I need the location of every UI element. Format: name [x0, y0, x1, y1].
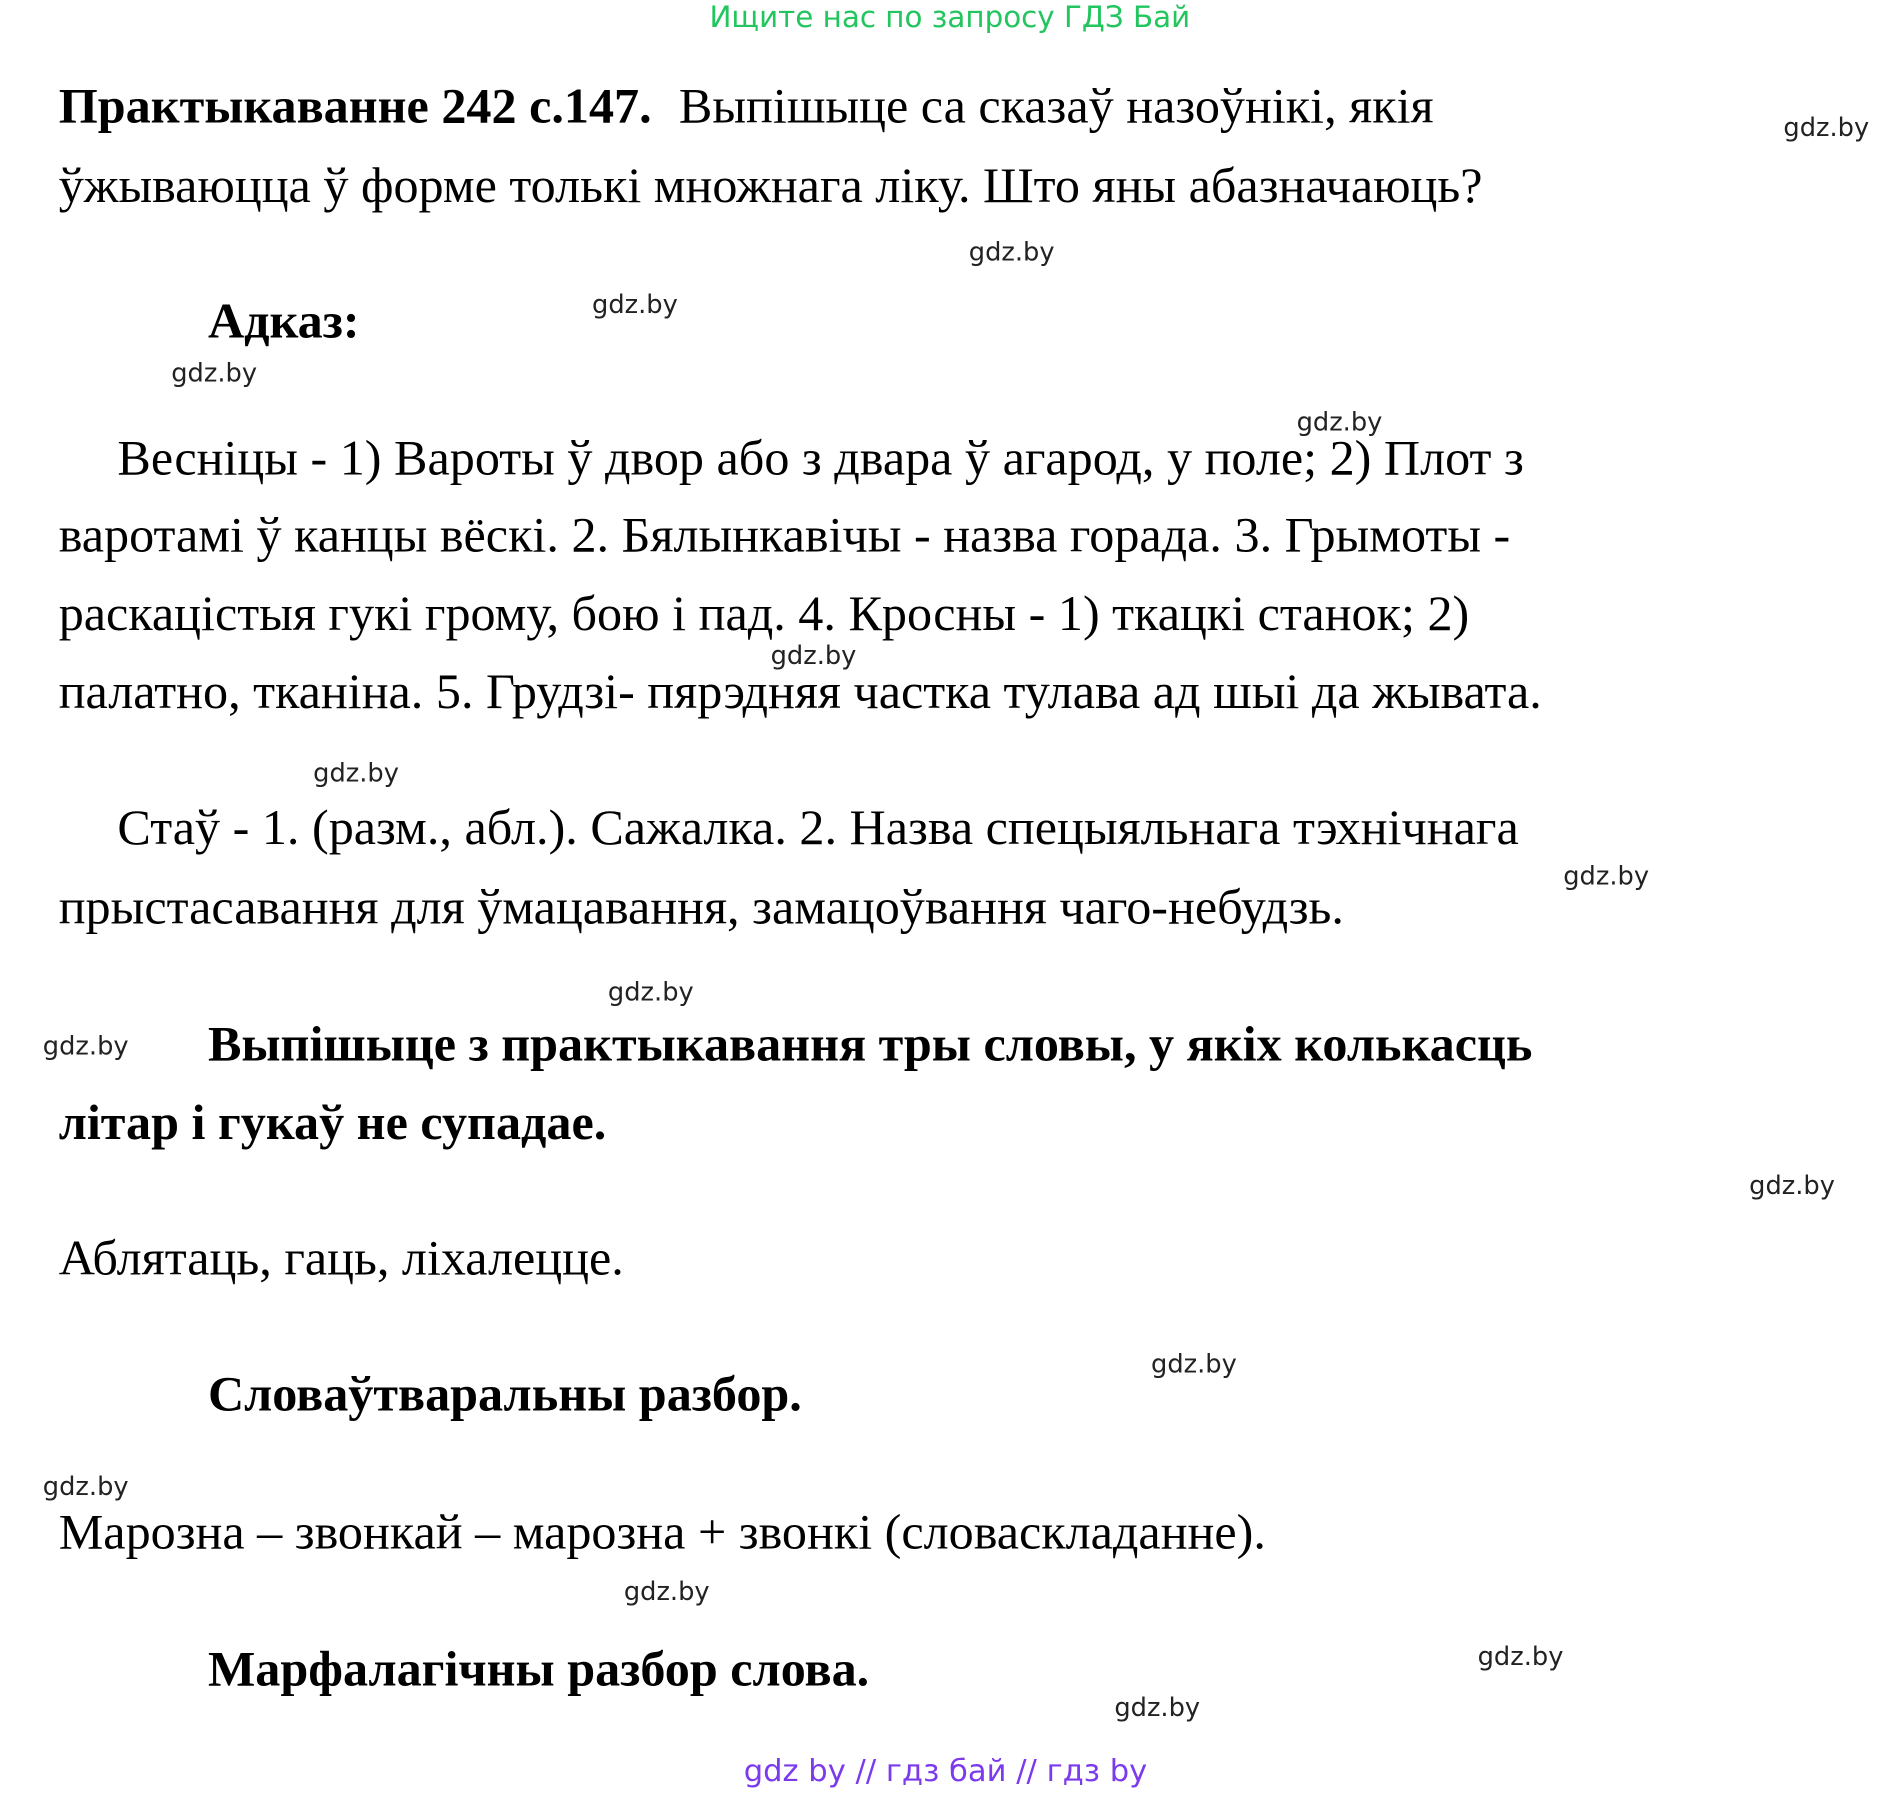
word-formation-heading: Словаўтваральны разбор.: [207, 1365, 802, 1422]
answer-p2-line-2: прыстасавання для ўмацавання, замацоўвання чаго-небудзь.: [58, 878, 1344, 935]
answer-p1-line-2: варотамі ў канцы вёскі. 2. Бялынкавічы - назва горада. 3. Грымоты -: [58, 506, 1511, 563]
watermark: gdz.by: [1563, 861, 1650, 891]
answer-p1-line-1: Весніцы - 1) Вароты ў двор або з двара ў агарод, у поле; 2) Плот з: [117, 429, 1524, 486]
watermark: gdz.by: [42, 1031, 129, 1061]
watermark: gdz.by: [607, 977, 694, 1007]
answer-label: Адказ:: [207, 292, 360, 349]
footer-links: gdz by // гдз бай // гдз by: [743, 1752, 1148, 1789]
task2-line-2: літар і гукаў не супадае.: [58, 1093, 607, 1150]
task2-answer: Аблятаць, гаць, ліхалецце.: [58, 1229, 624, 1286]
watermark: gdz.by: [1477, 1641, 1564, 1671]
answer-p1-line-4: палатно, тканіна. 5. Грудзі- пярэдняя частка тулава ад шыі да жывата.: [58, 662, 1542, 720]
word-formation-answer: Марозна – звонкай – марозна + звонкі (словаскладанне).: [58, 1503, 1266, 1560]
search-banner: Ищите нас по запросу ГДЗ Бай: [709, 0, 1191, 35]
answer-p1-line-3: раскацістыя гукі грому, бою і пад. 4. Кросны - 1) ткацкі станок; 2): [58, 584, 1470, 641]
watermark: gdz.by: [1296, 407, 1383, 437]
task-text-start: Выпішыце са сказаў назоўнікі, якія: [678, 77, 1434, 134]
watermark: gdz.by: [1783, 112, 1870, 142]
watermark: gdz.by: [42, 1471, 129, 1501]
watermark: gdz.by: [1749, 1170, 1835, 1200]
watermark: gdz.by: [1114, 1692, 1201, 1723]
answer-p2-line-1: Стаў - 1. (разм., абл.). Сажалка. 2. Назва спецыяльнага тэхнічнага: [117, 798, 1519, 856]
watermark: gdz.by: [1151, 1349, 1237, 1379]
watermark: gdz.by: [623, 1576, 710, 1607]
watermark: gdz.by: [968, 237, 1055, 267]
watermark: gdz.by: [770, 640, 857, 671]
task-line-1: [59, 76, 1434, 135]
task-line-2: ўжываюцца ў форме толькі множнага ліку. Што яны абазначаюць?: [58, 156, 1483, 213]
task-heading: Практыкаванне 242 с.147.: [58, 77, 652, 134]
task2-line-1: Выпішыце з практыкавання тры словы, у якіх колькасць: [207, 1015, 1533, 1072]
watermark: gdz.by: [592, 289, 678, 320]
watermark: gdz.by: [171, 358, 258, 388]
morph-heading: Марфалагічны разбор слова.: [207, 1640, 870, 1697]
watermark: gdz.by: [313, 758, 399, 788]
